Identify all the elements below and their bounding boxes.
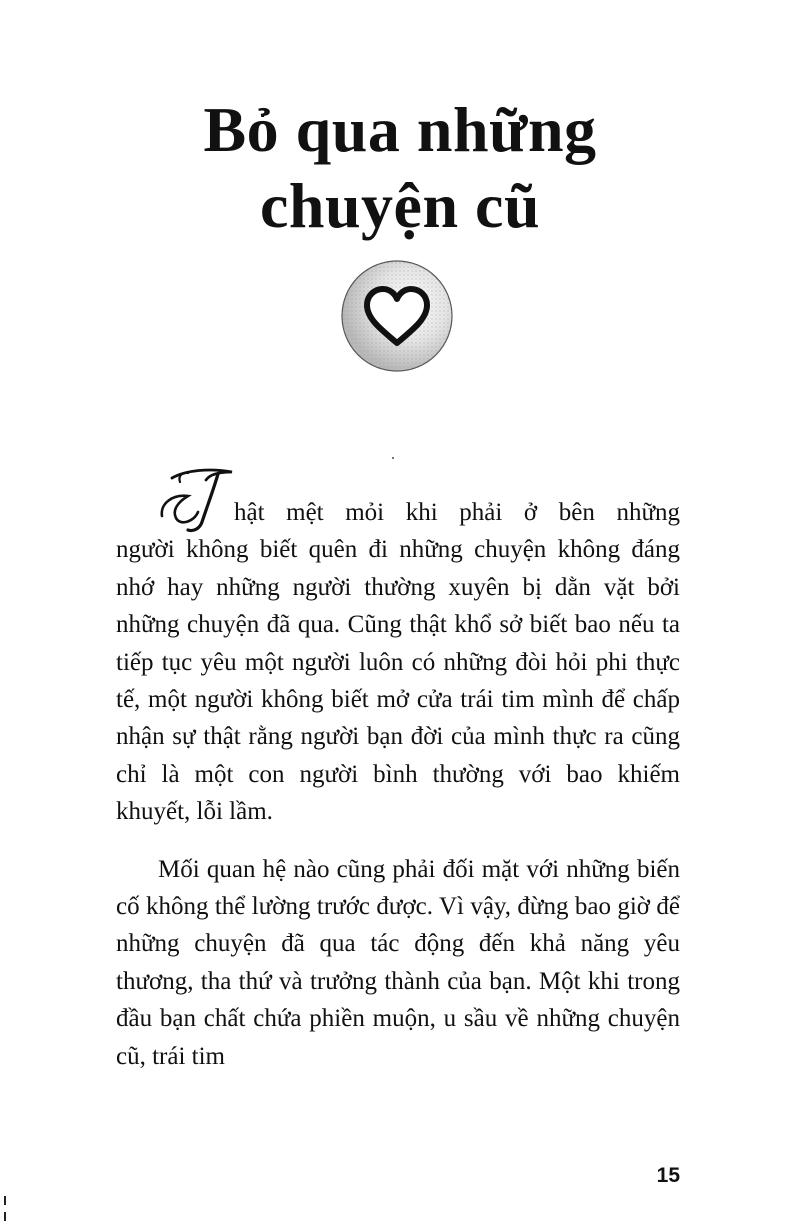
- chapter-title-line-1: Bỏ qua những: [203, 94, 597, 165]
- heart-icon: [339, 258, 455, 374]
- heart-emblem: [339, 258, 455, 374]
- print-speck: [392, 457, 394, 459]
- scan-edge-mark: [4, 1212, 6, 1221]
- page-number: 15: [656, 1164, 680, 1187]
- paragraph-1-text: người không biết quên đi những chuyện không đáng nhớ hay những người thường xuyên bị dằn vặt bởi những chuyện đã qua. Cũng thật khổ sở biết bao nếu ta tiếp tục yêu một người luôn có những đòi hỏi phi thực tế, một người không biết mở cửa trái tim mình để chấp nhận sự thật rằng người bạn đời của mình thực ra cũng chỉ là một con người bình thường với bao khiếm khuyết, lỗi lầm.: [116, 536, 680, 826]
- paragraph-1: [116, 494, 680, 831]
- svg-text:T: T: [148, 494, 149, 495]
- body-text: [116, 494, 680, 1075]
- drop-cap-glyph: [148, 464, 236, 536]
- chapter-title-line-2: chuyện cũ: [259, 170, 541, 241]
- paragraph-1-first-line: hật mệt mỏi khi phải ở bên những: [234, 499, 680, 526]
- drop-cap: [148, 464, 236, 536]
- scan-edge-mark: [4, 1196, 6, 1205]
- chapter-title: [0, 92, 800, 244]
- paragraph-2: Mối quan hệ nào cũng phải đối mặt với những biến cố không thể lường trước được. Vì vậy, đừng bao giờ để những chuyện đã qua tác động đến khả năng yêu thương, tha thứ và trưởng thành của bạn. Một khi trong đầu bạn chất chứa phiền muộn, u sầu về những chuyện cũ, trái tim: [116, 855, 680, 1070]
